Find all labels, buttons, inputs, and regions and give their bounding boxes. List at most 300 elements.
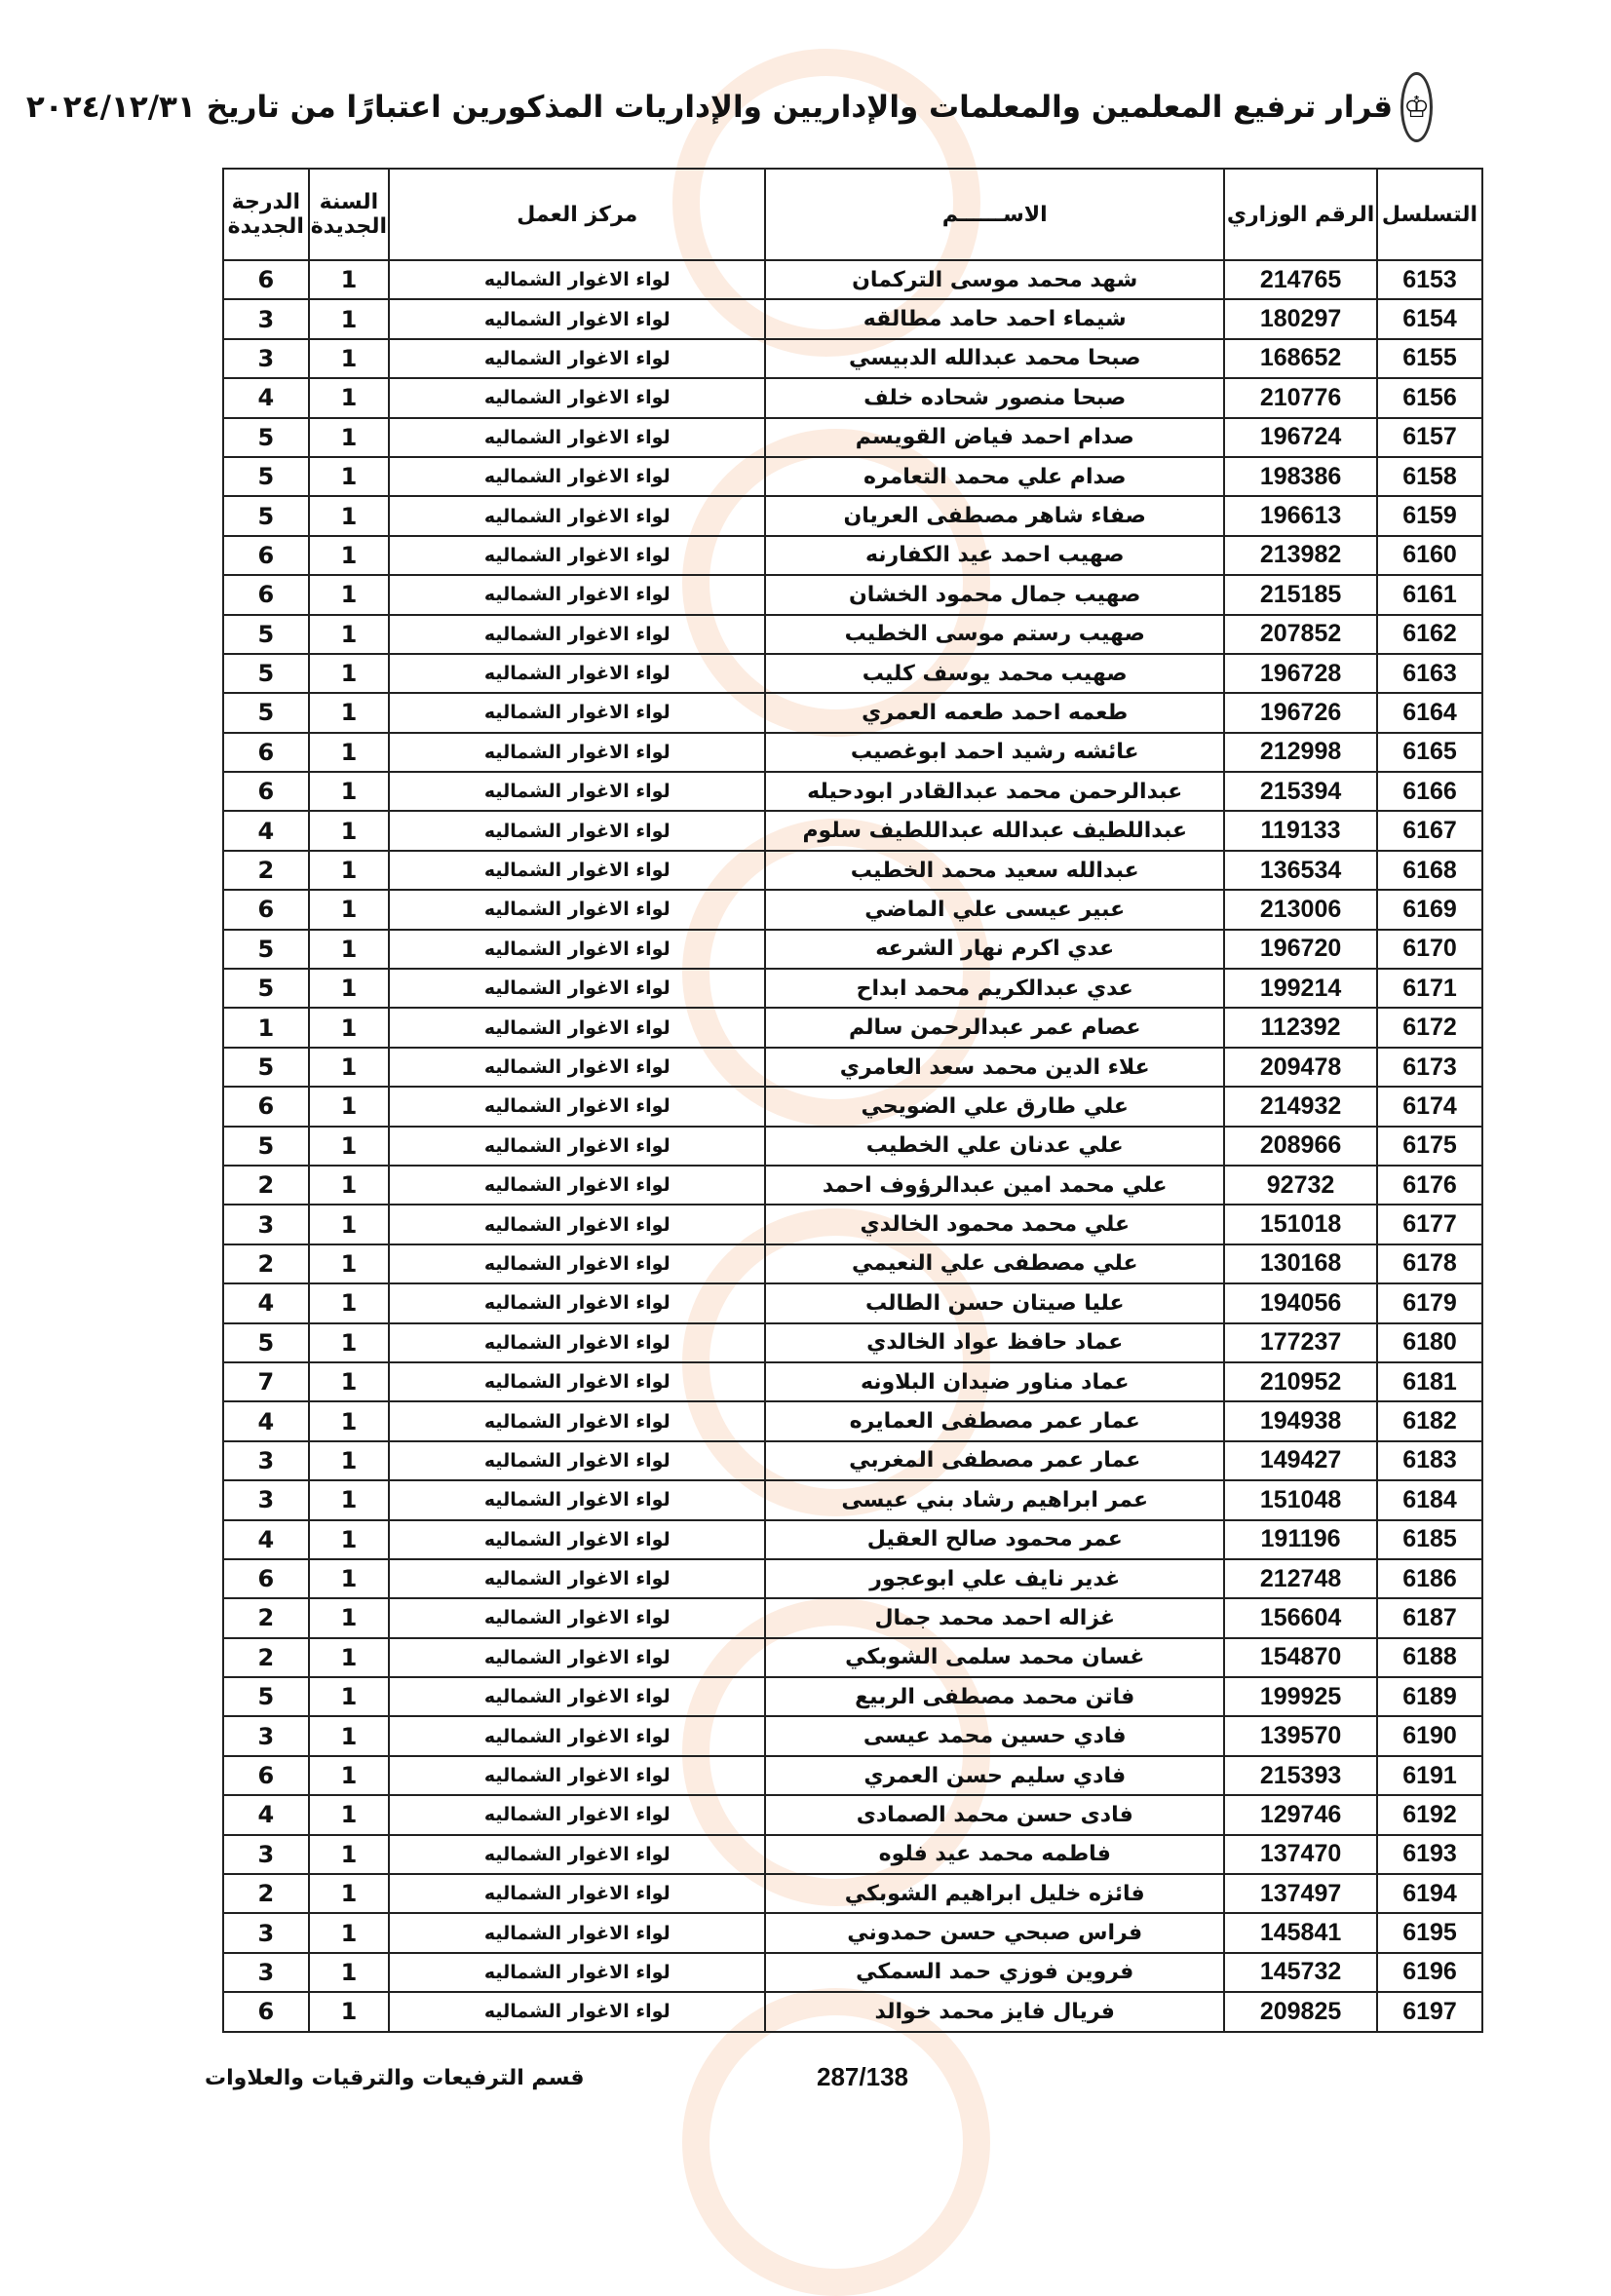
name-cell: فاطمه محمد عيد فلوه xyxy=(765,1835,1224,1874)
new-grade-cell: 5 xyxy=(223,1127,309,1166)
new-year-cell: 1 xyxy=(309,772,390,811)
new-grade-cell: 5 xyxy=(223,1323,309,1362)
new-year-cell: 1 xyxy=(309,1127,390,1166)
new-grade-cell: 4 xyxy=(223,1520,309,1559)
new-grade-cell: 3 xyxy=(223,1835,309,1874)
work-center-cell: لواء الاغوار الشماليه xyxy=(389,1048,765,1087)
work-center-cell: لواء الاغوار الشماليه xyxy=(389,418,765,457)
name-cell: عبدالرحمن محمد عبدالقادر ابودحيله xyxy=(765,772,1224,811)
seq-cell: 6194 xyxy=(1377,1874,1482,1913)
seq-cell: 6163 xyxy=(1377,654,1482,693)
work-center-cell: لواء الاغوار الشماليه xyxy=(389,1716,765,1755)
new-year-cell: 1 xyxy=(309,811,390,850)
new-grade-cell: 2 xyxy=(223,1598,309,1637)
new-grade-cell: 5 xyxy=(223,496,309,535)
work-center-cell: لواء الاغوار الشماليه xyxy=(389,1166,765,1205)
table-row xyxy=(223,1244,1482,1283)
work-center-cell: لواء الاغوار الشماليه xyxy=(389,851,765,890)
work-center-cell: لواء الاغوار الشماليه xyxy=(389,1362,765,1401)
ministry-id-cell: 92732 xyxy=(1224,1166,1377,1205)
new-year-cell: 1 xyxy=(309,1008,390,1047)
new-year-cell: 1 xyxy=(309,260,390,299)
work-center-cell: لواء الاغوار الشماليه xyxy=(389,496,765,535)
name-cell: غزاله احمد محمد جمال xyxy=(765,1598,1224,1637)
work-center-cell: لواء الاغوار الشماليه xyxy=(389,1953,765,1992)
table-row xyxy=(223,1874,1482,1913)
name-cell: شيماء احمد حامد مطالقه xyxy=(765,299,1224,338)
new-year-cell: 1 xyxy=(309,1166,390,1205)
table-row xyxy=(223,811,1482,850)
new-year-cell: 1 xyxy=(309,1598,390,1637)
new-grade-cell: 2 xyxy=(223,1638,309,1677)
new-grade-cell: 3 xyxy=(223,1953,309,1992)
table-row xyxy=(223,1756,1482,1795)
work-center-cell: لواء الاغوار الشماليه xyxy=(389,1874,765,1913)
work-center-cell: لواء الاغوار الشماليه xyxy=(389,1795,765,1834)
new-year-cell: 1 xyxy=(309,1795,390,1834)
work-center-cell: لواء الاغوار الشماليه xyxy=(389,969,765,1008)
table-row xyxy=(223,654,1482,693)
seq-cell: 6192 xyxy=(1377,1795,1482,1834)
seq-cell: 6184 xyxy=(1377,1480,1482,1519)
table-header-row xyxy=(223,169,1482,260)
seq-cell: 6170 xyxy=(1377,930,1482,969)
new-grade-cell: 2 xyxy=(223,1874,309,1913)
page-number: 287/138 xyxy=(817,2062,908,2091)
table-row xyxy=(223,1401,1482,1440)
table-row xyxy=(223,1127,1482,1166)
work-center-cell: لواء الاغوار الشماليه xyxy=(389,1598,765,1637)
new-year-cell: 1 xyxy=(309,299,390,338)
department-name: قسم الترفيعات والترقيات والعلاوات xyxy=(205,2066,585,2090)
document-header xyxy=(25,68,1433,146)
name-cell: علاء الدين محمد سعد العامري xyxy=(765,1048,1224,1087)
new-year-cell: 1 xyxy=(309,1835,390,1874)
new-grade-cell: 6 xyxy=(223,260,309,299)
new-grade-cell: 3 xyxy=(223,1913,309,1952)
name-cell: عماد حافظ عواد الخالدي xyxy=(765,1323,1224,1362)
ministry-id-cell: 129746 xyxy=(1224,1795,1377,1834)
col-header-new-year: السنة الجديدة xyxy=(309,169,390,260)
name-cell: علي عدنان علي الخطيب xyxy=(765,1127,1224,1166)
table-row xyxy=(223,1166,1482,1205)
seq-cell: 6165 xyxy=(1377,733,1482,772)
col-header-name: الاســــــم xyxy=(765,169,1224,260)
col-header-work-center: مركز العمل xyxy=(389,169,765,260)
new-year-cell: 1 xyxy=(309,536,390,575)
new-grade-cell: 5 xyxy=(223,418,309,457)
new-grade-cell: 6 xyxy=(223,536,309,575)
name-cell: علي محمد محمود الخالدي xyxy=(765,1205,1224,1244)
name-cell: عصام عمر عبدالرحمن سالم xyxy=(765,1008,1224,1047)
ministry-id-cell: 214932 xyxy=(1224,1087,1377,1126)
work-center-cell: لواء الاغوار الشماليه xyxy=(389,1992,765,2031)
work-center-cell: لواء الاغوار الشماليه xyxy=(389,1756,765,1795)
seq-cell: 6171 xyxy=(1377,969,1482,1008)
table-row xyxy=(223,733,1482,772)
name-cell: عمر محمود صالح العقيل xyxy=(765,1520,1224,1559)
ministry-id-cell: 210776 xyxy=(1224,378,1377,417)
new-year-cell: 1 xyxy=(309,1520,390,1559)
work-center-cell: لواء الاغوار الشماليه xyxy=(389,1677,765,1716)
seq-cell: 6189 xyxy=(1377,1677,1482,1716)
name-cell: غدير نايف علي ابوعجور xyxy=(765,1559,1224,1598)
seq-cell: 6181 xyxy=(1377,1362,1482,1401)
work-center-cell: لواء الاغوار الشماليه xyxy=(389,615,765,654)
new-year-cell: 1 xyxy=(309,378,390,417)
name-cell: عائشه رشيد احمد ابوغصيب xyxy=(765,733,1224,772)
table-row xyxy=(223,1520,1482,1559)
name-cell: صدام احمد فياض القويسم xyxy=(765,418,1224,457)
new-year-cell: 1 xyxy=(309,1756,390,1795)
ministry-id-cell: 151048 xyxy=(1224,1480,1377,1519)
new-year-cell: 1 xyxy=(309,1953,390,1992)
table-row xyxy=(223,1205,1482,1244)
table-row xyxy=(223,1087,1482,1126)
ministry-id-cell: 208966 xyxy=(1224,1127,1377,1166)
ministry-id-cell: 212748 xyxy=(1224,1559,1377,1598)
new-year-cell: 1 xyxy=(309,457,390,496)
ministry-id-cell: 213982 xyxy=(1224,536,1377,575)
new-year-cell: 1 xyxy=(309,339,390,378)
new-grade-cell: 2 xyxy=(223,1166,309,1205)
new-grade-cell: 5 xyxy=(223,615,309,654)
seq-cell: 6179 xyxy=(1377,1283,1482,1322)
table-row xyxy=(223,1677,1482,1716)
seq-cell: 6185 xyxy=(1377,1520,1482,1559)
table-row xyxy=(223,772,1482,811)
table-row xyxy=(223,615,1482,654)
seq-cell: 6197 xyxy=(1377,1992,1482,2031)
table-row xyxy=(223,378,1482,417)
work-center-cell: لواء الاغوار الشماليه xyxy=(389,1401,765,1440)
work-center-cell: لواء الاغوار الشماليه xyxy=(389,575,765,614)
ministry-id-cell: 194938 xyxy=(1224,1401,1377,1440)
name-cell: صهيب احمد عيد الكفارنه xyxy=(765,536,1224,575)
seq-cell: 6172 xyxy=(1377,1008,1482,1047)
seq-cell: 6164 xyxy=(1377,693,1482,732)
new-year-cell: 1 xyxy=(309,851,390,890)
ministry-id-cell: 194056 xyxy=(1224,1283,1377,1322)
name-cell: فريال فايز محمد خوالد xyxy=(765,1992,1224,2031)
table-row xyxy=(223,1559,1482,1598)
table-row xyxy=(223,418,1482,457)
new-grade-cell: 6 xyxy=(223,1087,309,1126)
name-cell: طعمه احمد طعمه العمري xyxy=(765,693,1224,732)
table-row xyxy=(223,930,1482,969)
seq-cell: 6190 xyxy=(1377,1716,1482,1755)
table-row xyxy=(223,1992,1482,2031)
ministry-id-cell: 215394 xyxy=(1224,772,1377,811)
new-grade-cell: 6 xyxy=(223,1559,309,1598)
name-cell: عليا صيتان حسن الطالب xyxy=(765,1283,1224,1322)
seq-cell: 6155 xyxy=(1377,339,1482,378)
col-header-ministry-id: الرقم الوزاري xyxy=(1224,169,1377,260)
name-cell: فاتن محمد مصطفى الربيع xyxy=(765,1677,1224,1716)
ministry-id-cell: 196726 xyxy=(1224,693,1377,732)
new-grade-cell: 7 xyxy=(223,1362,309,1401)
new-grade-cell: 2 xyxy=(223,1244,309,1283)
name-cell: شهد محمد موسى التركمان xyxy=(765,260,1224,299)
seq-cell: 6167 xyxy=(1377,811,1482,850)
name-cell: فادي حسين محمد عيسى xyxy=(765,1716,1224,1755)
new-grade-cell: 5 xyxy=(223,693,309,732)
table-row xyxy=(223,1362,1482,1401)
seq-cell: 6178 xyxy=(1377,1244,1482,1283)
new-year-cell: 1 xyxy=(309,1441,390,1480)
table-row xyxy=(223,457,1482,496)
new-year-cell: 1 xyxy=(309,1283,390,1322)
name-cell: عمار عمر مصطفى المغربي xyxy=(765,1441,1224,1480)
seq-cell: 6160 xyxy=(1377,536,1482,575)
seq-cell: 6187 xyxy=(1377,1598,1482,1637)
seq-cell: 6188 xyxy=(1377,1638,1482,1677)
seq-cell: 6158 xyxy=(1377,457,1482,496)
name-cell: علي مصطفى علي النعيمي xyxy=(765,1244,1224,1283)
new-year-cell: 1 xyxy=(309,418,390,457)
document-title: قرار ترفيع المعلمين والمعلمات والإداريين والإداريات المذكورين اعتبارًا من تاريخ ٢٠٢٤/١٢/٣١ xyxy=(25,90,1394,125)
new-grade-cell: 5 xyxy=(223,1677,309,1716)
work-center-cell: لواء الاغوار الشماليه xyxy=(389,378,765,417)
ministry-id-cell: 213006 xyxy=(1224,890,1377,929)
name-cell: فروين فوزي حمد السمكي xyxy=(765,1953,1224,1992)
name-cell: صهيب محمد يوسف كليب xyxy=(765,654,1224,693)
new-grade-cell: 3 xyxy=(223,339,309,378)
table-row xyxy=(223,890,1482,929)
new-grade-cell: 6 xyxy=(223,1992,309,2031)
ministry-id-cell: 119133 xyxy=(1224,811,1377,850)
table-row xyxy=(223,1323,1482,1362)
name-cell: عمار عمر مصطفى العمايره xyxy=(765,1401,1224,1440)
work-center-cell: لواء الاغوار الشماليه xyxy=(389,1127,765,1166)
name-cell: فادى حسن محمد الصمادى xyxy=(765,1795,1224,1834)
work-center-cell: لواء الاغوار الشماليه xyxy=(389,811,765,850)
ministry-id-cell: 145732 xyxy=(1224,1953,1377,1992)
seq-cell: 6196 xyxy=(1377,1953,1482,1992)
new-grade-cell: 6 xyxy=(223,890,309,929)
name-cell: عمر ابراهيم رشاد بني عيسى xyxy=(765,1480,1224,1519)
seq-cell: 6159 xyxy=(1377,496,1482,535)
new-grade-cell: 5 xyxy=(223,457,309,496)
new-year-cell: 1 xyxy=(309,1913,390,1952)
work-center-cell: لواء الاغوار الشماليه xyxy=(389,890,765,929)
ministry-id-cell: 214765 xyxy=(1224,260,1377,299)
seq-cell: 6157 xyxy=(1377,418,1482,457)
new-year-cell: 1 xyxy=(309,930,390,969)
work-center-cell: لواء الاغوار الشماليه xyxy=(389,260,765,299)
table-row xyxy=(223,851,1482,890)
name-cell: غسان محمد سلمى الشوبكي xyxy=(765,1638,1224,1677)
name-cell: فراس صبحي حسن حمدوني xyxy=(765,1913,1224,1952)
new-grade-cell: 4 xyxy=(223,1401,309,1440)
new-grade-cell: 6 xyxy=(223,733,309,772)
new-year-cell: 1 xyxy=(309,1048,390,1087)
ministry-id-cell: 196728 xyxy=(1224,654,1377,693)
name-cell: صفاء شاهر مصطفى العريان xyxy=(765,496,1224,535)
table-row xyxy=(223,1598,1482,1637)
seq-cell: 6169 xyxy=(1377,890,1482,929)
work-center-cell: لواء الاغوار الشماليه xyxy=(389,1008,765,1047)
new-grade-cell: 6 xyxy=(223,1756,309,1795)
work-center-cell: لواء الاغوار الشماليه xyxy=(389,1205,765,1244)
new-year-cell: 1 xyxy=(309,1244,390,1283)
ministry-id-cell: 151018 xyxy=(1224,1205,1377,1244)
work-center-cell: لواء الاغوار الشماليه xyxy=(389,1480,765,1519)
work-center-cell: لواء الاغوار الشماليه xyxy=(389,1913,765,1952)
ministry-id-cell: 196720 xyxy=(1224,930,1377,969)
new-year-cell: 1 xyxy=(309,1323,390,1362)
ministry-id-cell: 212998 xyxy=(1224,733,1377,772)
name-cell: صبحا محمد عبدالله الدبيسي xyxy=(765,339,1224,378)
ministry-id-cell: 136534 xyxy=(1224,851,1377,890)
ministry-id-cell: 156604 xyxy=(1224,1598,1377,1637)
work-center-cell: لواء الاغوار الشماليه xyxy=(389,1638,765,1677)
name-cell: عبير عيسى علي الماضي xyxy=(765,890,1224,929)
watermark-ring xyxy=(682,1988,990,2296)
seq-cell: 6154 xyxy=(1377,299,1482,338)
table-row xyxy=(223,1913,1482,1952)
new-grade-cell: 4 xyxy=(223,378,309,417)
new-grade-cell: 5 xyxy=(223,654,309,693)
new-grade-cell: 3 xyxy=(223,299,309,338)
new-grade-cell: 2 xyxy=(223,851,309,890)
new-year-cell: 1 xyxy=(309,1677,390,1716)
table-row xyxy=(223,496,1482,535)
work-center-cell: لواء الاغوار الشماليه xyxy=(389,1441,765,1480)
table-row xyxy=(223,1441,1482,1480)
emblem-icon: ♔ xyxy=(1400,72,1433,142)
table-row xyxy=(223,299,1482,338)
name-cell: عبداللطيف عبدالله عبداللطيف سلوم xyxy=(765,811,1224,850)
name-cell: فائزه خليل ابراهيم الشوبكي xyxy=(765,1874,1224,1913)
table-row xyxy=(223,1716,1482,1755)
new-grade-cell: 6 xyxy=(223,575,309,614)
seq-cell: 6153 xyxy=(1377,260,1482,299)
table-row xyxy=(223,693,1482,732)
new-year-cell: 1 xyxy=(309,1205,390,1244)
ministry-id-cell: 196724 xyxy=(1224,418,1377,457)
col-header-seq: التسلسل xyxy=(1377,169,1482,260)
work-center-cell: لواء الاغوار الشماليه xyxy=(389,693,765,732)
name-cell: علي محمد امين عبدالرؤوف احمد xyxy=(765,1166,1224,1205)
new-year-cell: 1 xyxy=(309,654,390,693)
seq-cell: 6191 xyxy=(1377,1756,1482,1795)
name-cell: علي طارق علي الضويحي xyxy=(765,1087,1224,1126)
new-grade-cell: 3 xyxy=(223,1716,309,1755)
seq-cell: 6182 xyxy=(1377,1401,1482,1440)
ministry-id-cell: 149427 xyxy=(1224,1441,1377,1480)
name-cell: صهيب جمال محمود الخشان xyxy=(765,575,1224,614)
seq-cell: 6166 xyxy=(1377,772,1482,811)
table-row xyxy=(223,1638,1482,1677)
seq-cell: 6173 xyxy=(1377,1048,1482,1087)
table-row xyxy=(223,339,1482,378)
ministry-id-cell: 199925 xyxy=(1224,1677,1377,1716)
ministry-id-cell: 215185 xyxy=(1224,575,1377,614)
ministry-id-cell: 137497 xyxy=(1224,1874,1377,1913)
new-grade-cell: 5 xyxy=(223,969,309,1008)
name-cell: فادي سليم حسن العمري xyxy=(765,1756,1224,1795)
ministry-id-cell: 180297 xyxy=(1224,299,1377,338)
new-year-cell: 1 xyxy=(309,1480,390,1519)
ministry-id-cell: 207852 xyxy=(1224,615,1377,654)
table-row xyxy=(223,1048,1482,1087)
seq-cell: 6156 xyxy=(1377,378,1482,417)
work-center-cell: لواء الاغوار الشماليه xyxy=(389,772,765,811)
work-center-cell: لواء الاغوار الشماليه xyxy=(389,1520,765,1559)
table-row xyxy=(223,969,1482,1008)
new-year-cell: 1 xyxy=(309,890,390,929)
new-grade-cell: 4 xyxy=(223,1795,309,1834)
work-center-cell: لواء الاغوار الشماليه xyxy=(389,536,765,575)
work-center-cell: لواء الاغوار الشماليه xyxy=(389,1559,765,1598)
name-cell: صدام علي محمد التعامره xyxy=(765,457,1224,496)
table-row xyxy=(223,1480,1482,1519)
table-row xyxy=(223,575,1482,614)
ministry-id-cell: 215393 xyxy=(1224,1756,1377,1795)
new-year-cell: 1 xyxy=(309,969,390,1008)
new-year-cell: 1 xyxy=(309,1874,390,1913)
new-year-cell: 1 xyxy=(309,496,390,535)
seq-cell: 6186 xyxy=(1377,1559,1482,1598)
seq-cell: 6162 xyxy=(1377,615,1482,654)
new-grade-cell: 5 xyxy=(223,1048,309,1087)
work-center-cell: لواء الاغوار الشماليه xyxy=(389,457,765,496)
new-year-cell: 1 xyxy=(309,1559,390,1598)
ministry-id-cell: 198386 xyxy=(1224,457,1377,496)
table-row xyxy=(223,1283,1482,1322)
new-year-cell: 1 xyxy=(309,1401,390,1440)
table-row xyxy=(223,1835,1482,1874)
seq-cell: 6168 xyxy=(1377,851,1482,890)
ministry-id-cell: 177237 xyxy=(1224,1323,1377,1362)
table-row xyxy=(223,536,1482,575)
ministry-id-cell: 191196 xyxy=(1224,1520,1377,1559)
new-grade-cell: 3 xyxy=(223,1441,309,1480)
table-row xyxy=(223,1008,1482,1047)
new-grade-cell: 5 xyxy=(223,930,309,969)
new-year-cell: 1 xyxy=(309,615,390,654)
new-grade-cell: 4 xyxy=(223,1283,309,1322)
table-row xyxy=(223,1795,1482,1834)
ministry-id-cell: 209825 xyxy=(1224,1992,1377,2031)
ministry-id-cell: 145841 xyxy=(1224,1913,1377,1952)
new-year-cell: 1 xyxy=(309,733,390,772)
ministry-id-cell: 112392 xyxy=(1224,1008,1377,1047)
new-grade-cell: 4 xyxy=(223,811,309,850)
table-row xyxy=(223,260,1482,299)
new-grade-cell: 3 xyxy=(223,1480,309,1519)
seq-cell: 6174 xyxy=(1377,1087,1482,1126)
new-year-cell: 1 xyxy=(309,1992,390,2031)
new-grade-cell: 3 xyxy=(223,1205,309,1244)
work-center-cell: لواء الاغوار الشماليه xyxy=(389,299,765,338)
new-year-cell: 1 xyxy=(309,1638,390,1677)
work-center-cell: لواء الاغوار الشماليه xyxy=(389,339,765,378)
new-grade-cell: 1 xyxy=(223,1008,309,1047)
work-center-cell: لواء الاغوار الشماليه xyxy=(389,1087,765,1126)
seq-cell: 6183 xyxy=(1377,1441,1482,1480)
new-year-cell: 1 xyxy=(309,1362,390,1401)
seq-cell: 6175 xyxy=(1377,1127,1482,1166)
col-header-new-grade: الدرجة الجديدة xyxy=(223,169,309,260)
ministry-id-cell: 209478 xyxy=(1224,1048,1377,1087)
ministry-id-cell: 137470 xyxy=(1224,1835,1377,1874)
name-cell: عبدالله سعيد محمد الخطيب xyxy=(765,851,1224,890)
new-grade-cell: 6 xyxy=(223,772,309,811)
work-center-cell: لواء الاغوار الشماليه xyxy=(389,1323,765,1362)
new-year-cell: 1 xyxy=(309,1716,390,1755)
